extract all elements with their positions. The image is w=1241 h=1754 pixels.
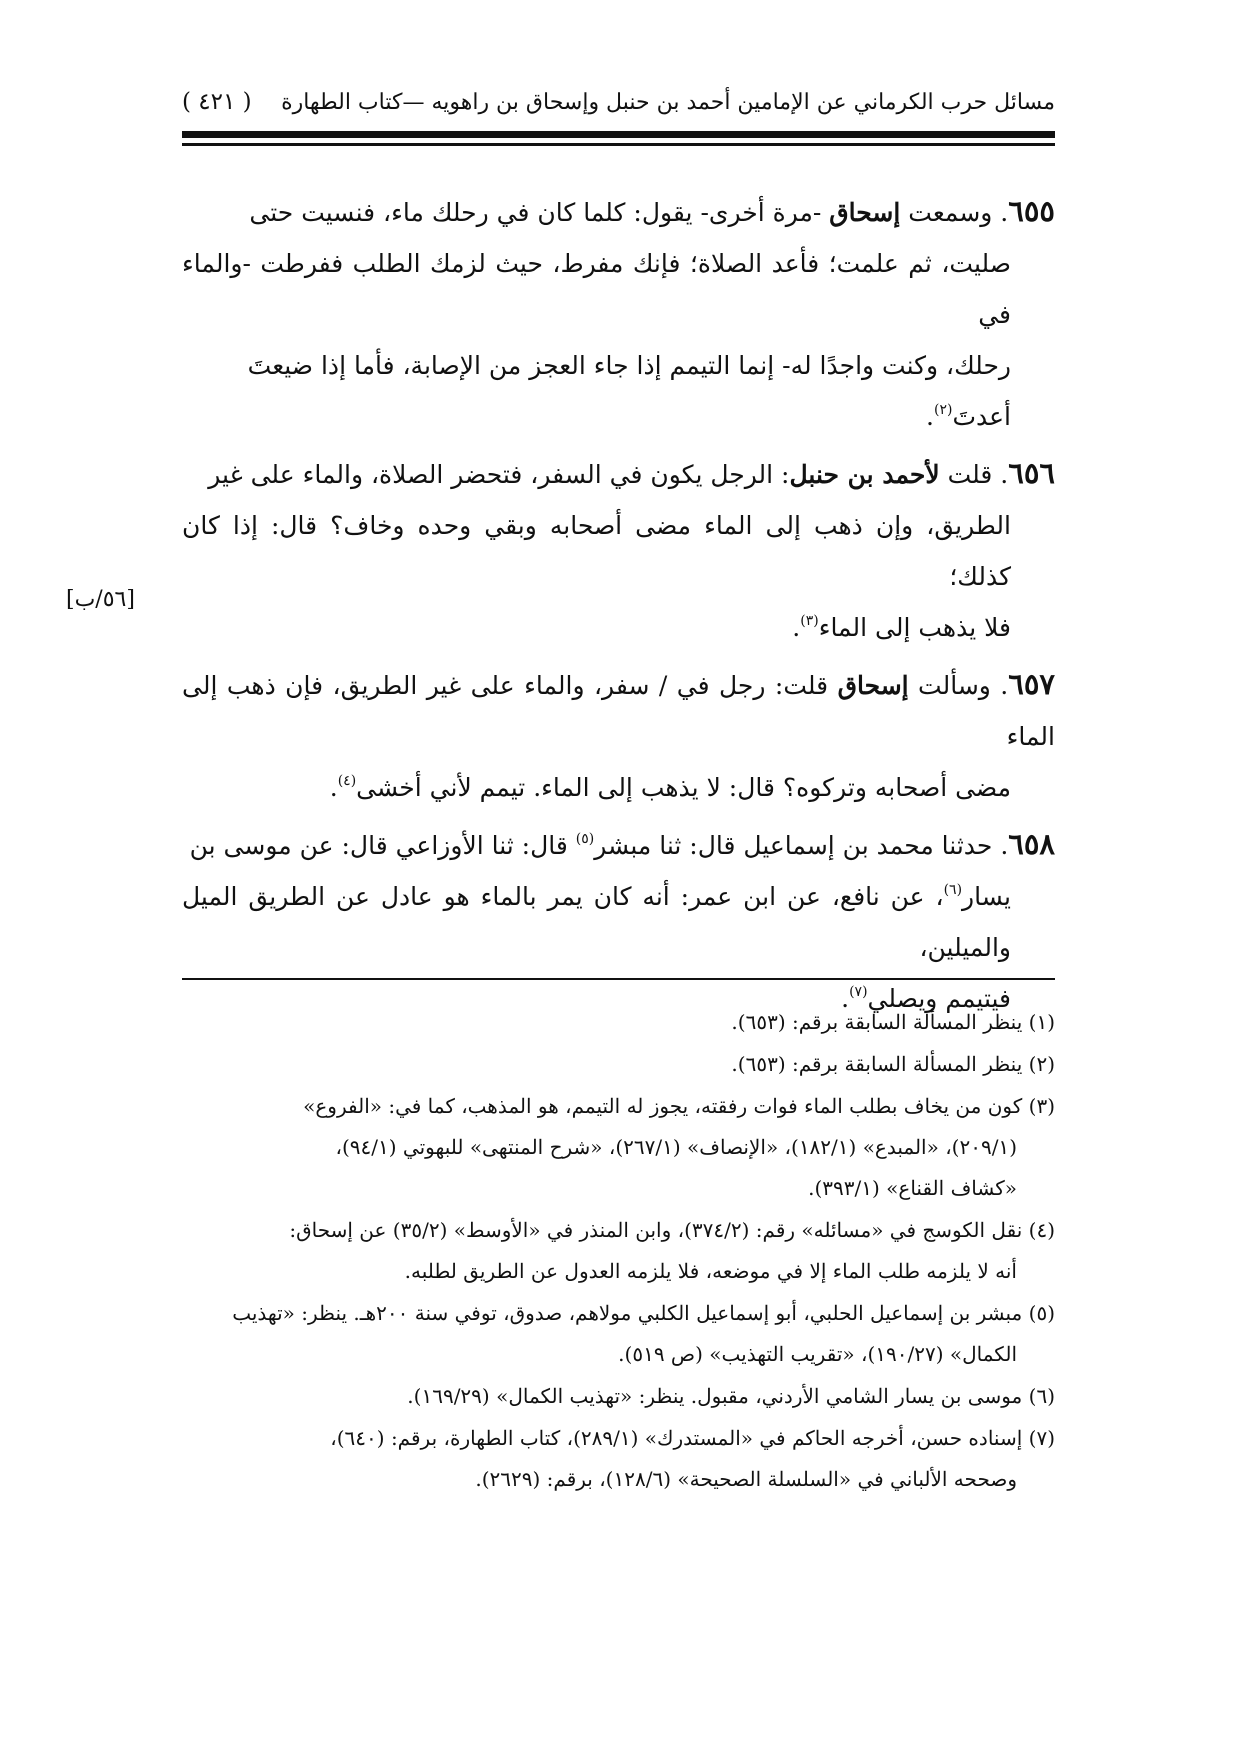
issue-655: ٦٥٥. وسمعت إسحاق -مرة أخرى- يقول: كلما كان في رحلك ماء، فنسيت حتى صليت، ثم علمت؛ فأعد الصلاة؛ فإنك مفرط، حيث لزمك الطلب ففرطت -والماء في رحلك، وكنت واجدًا له- إنما التيمم إذا جاء العجز من الإصابة، فأما إذا ضيعتَ أعدتَ$^{(٢)}$.	[182, 194, 1055, 431]
header-rule-thick	[182, 131, 1055, 138]
page-header	[182, 82, 1055, 122]
footnote-ref: (٧)	[849, 984, 868, 1000]
issue-number: ٦٥٧	[1008, 667, 1055, 701]
page-number: ( ٤٢١ )	[182, 89, 252, 115]
footnote-4: (٤) نقل الكوسج في «مسائله» رقم: (٣٧٤/٢)، وابن المنذر في «الأوسط» (٣٥/٢) عن إسحاق: أنه لا يلزمه طلب الماء إلا في موضعه، فلا يلزمه العدول عن الطريق لطلبه.	[289, 1218, 1055, 1283]
margin-folio-note: [٥٦/ب]	[66, 587, 135, 612]
footnote-5: (٥) مبشر بن إسماعيل الحلبي، أبو إسماعيل الكلبي مولاهم، صدوق، توفي سنة ٢٠٠هـ. ينظر: «تهذيب الكمال» (١٩٠/٢٧)، «تقريب التهذيب» (ص ٥١٩).	[232, 1301, 1055, 1366]
narrator-name: إسحاق	[829, 198, 901, 227]
footnote-3: (٣) كون من يخاف بطلب الماء فوات رفقته، يجوز له التيمم، هو المذهب، كما في: «الفروع» (٢٠٩/١)، «المبدع» (١٨٢/١)، «الإنصاف» (٢٦٧/١)، «شرح المنتهى» للبهوتي (٩٤/١)، «كشاف القناع» (٣٩٣/١).	[303, 1094, 1055, 1200]
footnote-ref: (٤)	[337, 773, 357, 789]
issue-656: ٦٥٦. قلت لأحمد بن حنبل: الرجل يكون في السفر، فتحضر الصلاة، والماء على غير الطريق، وإن ذهب إلى الماء مضى أصحابه وبقي وحده وخاف؟ قال: إذا كان كذلك؛ فلا يذهب إلى الماء$^{(٣)}$.	[182, 456, 1055, 642]
main-text	[182, 186, 1055, 1030]
narrator-name: إسحاق	[837, 671, 909, 700]
footnote-1: (١) ينظر المسألة السابقة برقم: (٦٥٣).	[731, 1010, 1055, 1034]
issue-number: ٦٥٨	[1008, 827, 1055, 861]
issue-657: ٦٥٧. وسألت إسحاق قلت: رجل في / سفر، والماء على غير الطريق، فإن ذهب إلى الماء مضى أصحابه وتركوه؟ قال: لا يذهب إلى الماء. تيمم لأني أخشى$^{(٤)}$.	[182, 667, 1055, 802]
footnote-separator	[182, 978, 1055, 980]
footnote-ref: (٦)	[943, 882, 963, 898]
footnote-ref: (٥)	[575, 831, 595, 847]
header-rule-thin	[182, 143, 1055, 146]
footnote-ref: (٢)	[934, 402, 953, 418]
footnote-7: (٧) إسناده حسن، أخرجه الحاكم في «المستدرك» (٢٨٩/١)، كتاب الطهارة، برقم: (٦٤٠)، وصححه الألباني في «السلسلة الصحيحة» (١٢٨/٦)، برقم: (٢٦٢٩).	[330, 1426, 1055, 1491]
footnote-ref: (٣)	[800, 613, 819, 629]
footnote-6: (٦) موسى بن يسار الشامي الأردني، مقبول. ينظر: «تهذيب الكمال» (١٦٩/٢٩).	[407, 1384, 1055, 1408]
issue-number: ٦٥٥	[1008, 194, 1055, 228]
narrator-name: لأحمد بن حنبل	[789, 460, 940, 489]
issue-number: ٦٥٦	[1008, 456, 1055, 490]
footnotes	[182, 1002, 1055, 1501]
issue-658: ٦٥٨. حدثنا محمد بن إسماعيل قال: ثنا مبشر$^{(٥)}$ قال: ثنا الأوزاعي قال: عن موسى بن يسار$^{(٦)}$، عن نافع، عن ابن عمر: أنه كان يمر بالماء هو عادل عن الطريق الميل والميلين، فيتيمم ويصلي$^{(٧)}$.	[182, 827, 1055, 1013]
footnote-2: (٢) ينظر المسألة السابقة برقم: (٦٥٣).	[731, 1052, 1055, 1076]
running-title: مسائل حرب الكرماني عن الإمامين أحمد بن حنبل وإسحاق بن راهويه —كتاب الطهارة	[281, 89, 1055, 115]
